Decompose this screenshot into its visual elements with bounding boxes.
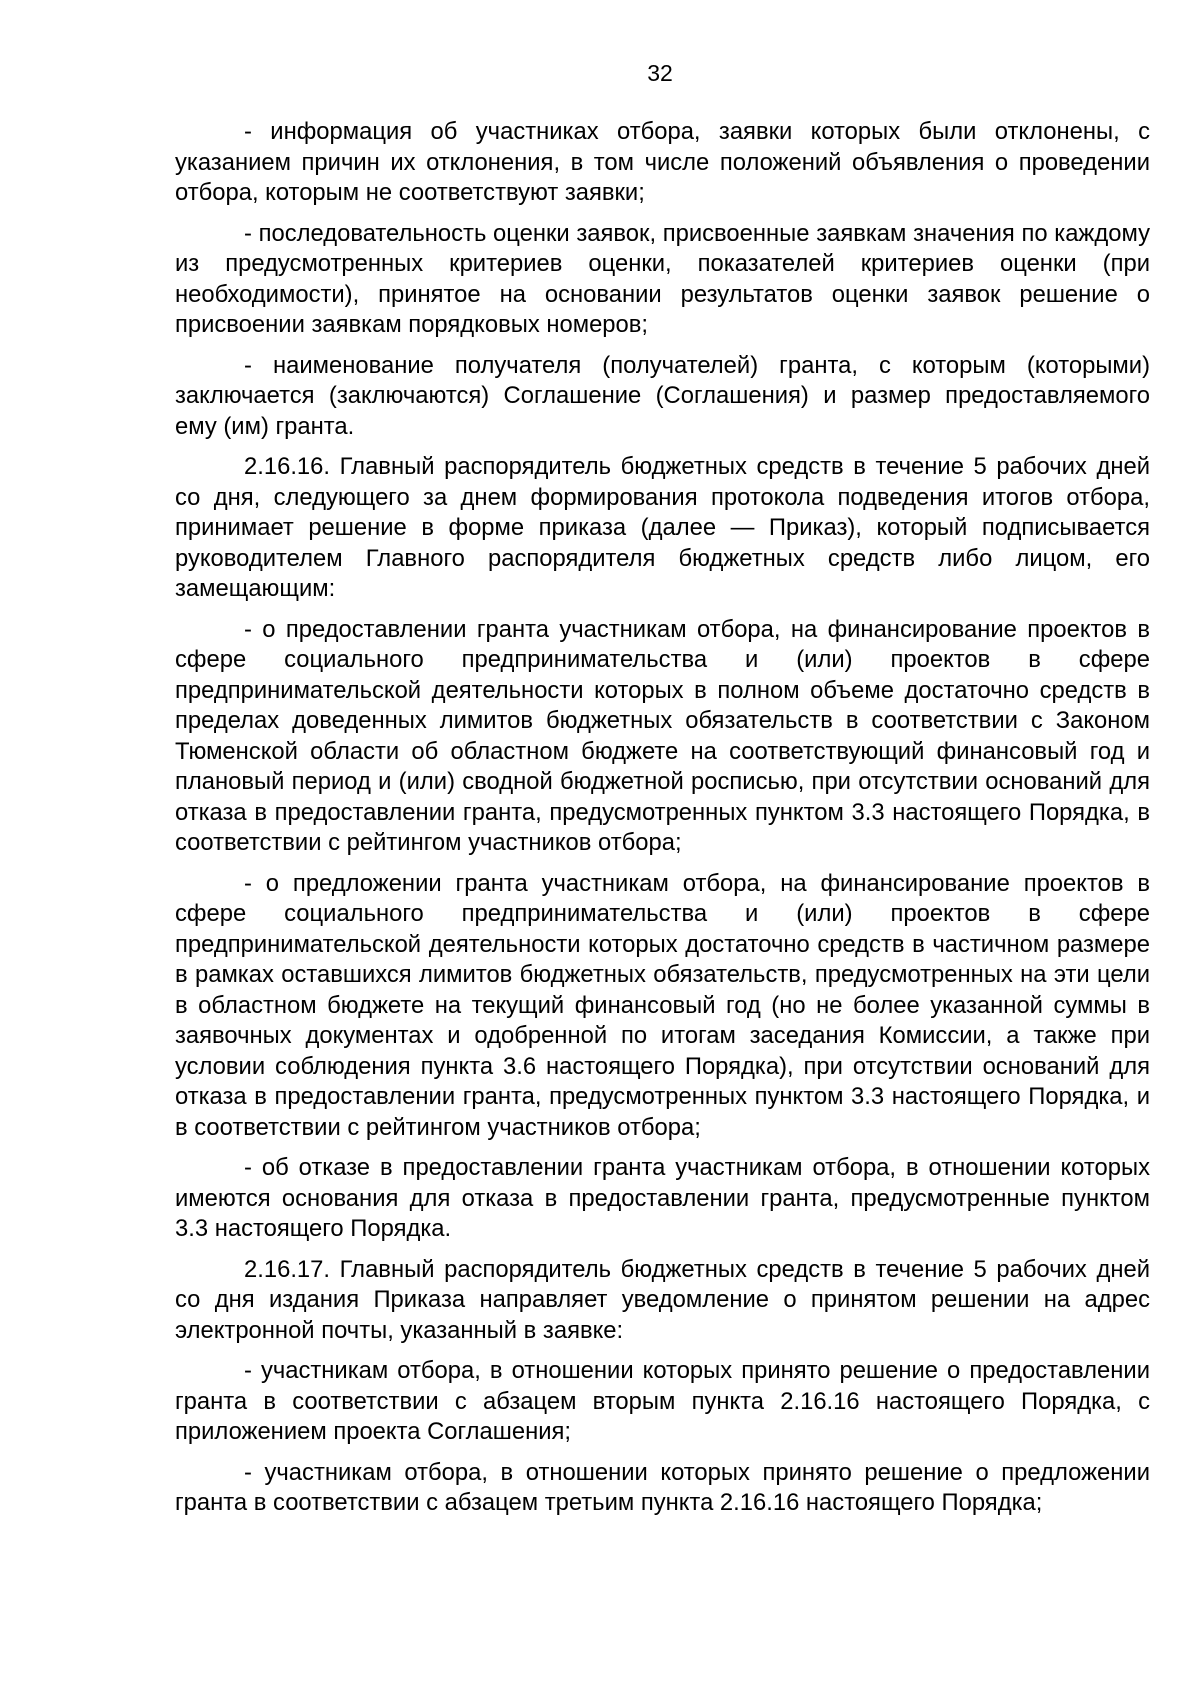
paragraph-grant-recipient-name: - наименование получателя (получателей) гранта, с которым (которыми) заключается (заключаются) Соглашение (Соглашения) и размер предоставляемого ему (им) гранта.: [175, 351, 1150, 440]
paragraph-clause-2-16-17: 2.16.17. Главный распорядитель бюджетных средств в течение 5 рабочих дней со дня издания Приказа направляет уведомление о принятом решении на адрес электронной почты, указанный в заявке:: [175, 1255, 1150, 1344]
paragraph-grant-provision: - о предоставлении гранта участникам отбора, на финансирование проектов в сфере социального предпринимательства и (или) проектов в сфере предпринимательской деятельности которых в полном объеме достаточно средств в пределах доведенных лимитов бюджетных обязательств в соответствии с Законом Тюменской области об областном бюджете на соответствующий финансовый год и плановый период и (или) сводной бюджетной росписью, при отсутствии оснований для отказа в предоставлении гранта, предусмотренных пунктом 3.3 настоящего Порядка, в соответствии с рейтингом участников отбора;: [175, 615, 1150, 856]
paragraph-evaluation-sequence: - последовательность оценки заявок, присвоенные заявкам значения по каждому из предусмотренных критериев оценки, показателей критериев оценки (при необходимости), принятое на основании результатов оценки заявок решение о присвоении заявкам порядковых номеров;: [175, 219, 1150, 338]
paragraph-grant-refusal: - об отказе в предоставлении гранта участникам отбора, в отношении которых имеются основания для отказа в предоставлении гранта, предусмотренные пунктом 3.3 настоящего Порядка.: [175, 1154, 1150, 1242]
paragraph-grant-offer: - о предложении гранта участникам отбора, на финансирование проектов в сфере социального предпринимательства и (или) проектов в сфере предпринимательской деятельности которых достаточно средств в частичном размере в рамках оставшихся лимитов бюджетных обязательств, предусмотренных на эти цели в областном бюджете на текущий финансовый год (но не более указанной суммы в заявочных документах и одобренной по итогам заседания Комиссии, а также при условии соблюдения пункта 3.6 настоящего Порядка), при отсутствии оснований для отказа в предоставлении гранта, предусмотренных пунктом 3.3 настоящего Порядка, и в соответствии с рейтингом участников отбора;: [175, 869, 1150, 1141]
paragraph-clause-2-16-16: 2.16.16. Главный распорядитель бюджетных средств в течение 5 рабочих дней со дня, следующего за днем формирования протокола подведения итогов отбора, принимает решение в форме приказа (далее — Приказ), который подписывается руководителем Главного распорядителя бюджетных средств либо лицом, его замещающим:: [175, 453, 1150, 602]
paragraph-notify-offer: - участникам отбора, в отношении которых принято решение о предложении гранта в соответствии с абзацем третьим пункта 2.16.16 настоящего Порядка;: [175, 1458, 1150, 1516]
paragraph-rejected-participants-info: - информация об участниках отбора, заявки которых были отклонены, с указанием причин их отклонения, в том числе положений объявления о проведении отбора, которым не соответствуют заявки;: [175, 118, 1150, 206]
paragraph-notify-provision: - участникам отбора, в отношении которых принято решение о предоставлении гранта в соответствии с абзацем вторым пункта 2.16.16 настоящего Порядка, с приложением проекта Соглашения;: [175, 1357, 1150, 1445]
page-number: 32: [647, 60, 673, 86]
document-body: [175, 117, 1150, 1529]
